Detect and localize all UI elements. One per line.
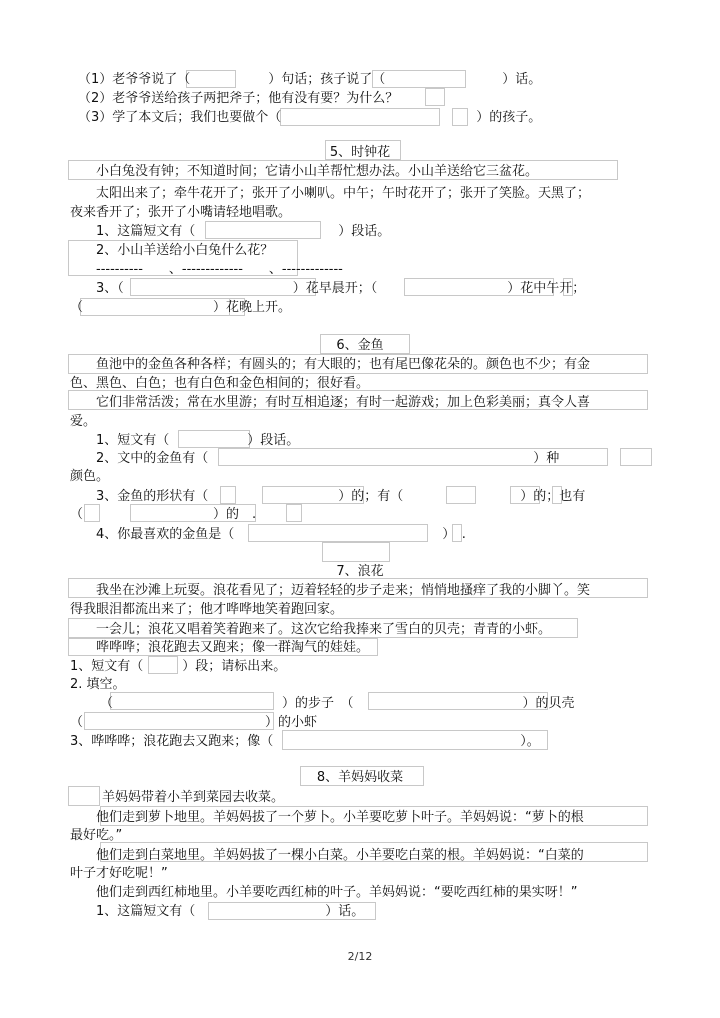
s5-paragraph-2b: 夜来香开了；张开了小嘴请轻地唱歌。 bbox=[70, 205, 292, 220]
s5-dash-line: ---------- 、------------- 、------------- bbox=[96, 262, 343, 277]
s8-paragraph-1: 羊妈妈带着小羊到菜园去收菜。 bbox=[102, 790, 285, 805]
s6-question-3b: （ ）的 . bbox=[70, 507, 257, 522]
s8-paragraph-3a: 他们走到白菜地里。羊妈妈拔了一棵小白菜。小羊要吃白菜的根。羊妈妈说：“白菜的 bbox=[96, 848, 584, 863]
answer-box bbox=[620, 448, 652, 466]
s7-paragraph-1a: 我坐在沙滩上玩耍。浪花看见了；迈着轻轻的步子走来；悄悄地搔痒了我的小脚丫。笑 bbox=[96, 583, 591, 598]
s7-fill-1: （ ）的步子 （ ）的贝壳 bbox=[100, 696, 575, 711]
s8-title: 8、羊妈妈收菜 bbox=[316, 770, 404, 785]
s5-question-3: 3、（ ）花早晨开；（ ）花中午开； bbox=[96, 281, 586, 296]
s5-question-3b: （ ）花晚上开。 bbox=[70, 300, 292, 315]
answer-box bbox=[286, 504, 302, 522]
s4-question-3: （3）学了本文后；我们也要做个（ ）的孩子。 bbox=[78, 110, 542, 125]
s5-question-2: 2、小山羊送给小白兔什么花？ bbox=[96, 243, 274, 258]
s4-question-1: （1）老爷爷说了（ ）句话；孩子说了（ ）话。 bbox=[78, 72, 542, 87]
s8-paragraph-3b: 叶子才好吃呢！” bbox=[70, 866, 168, 881]
s6-question-1: 1、短文有（ ）段话。 bbox=[96, 433, 300, 448]
s8-question-1: 1、这篇短文有（ ）话。 bbox=[96, 904, 365, 919]
s7-question-3: 3、哗哗哗；浪花跑去又跑来；像（ ）。 bbox=[70, 734, 540, 749]
s6-question-2: 2、文中的金鱼有（ ）种 bbox=[96, 451, 560, 466]
s8-paragraph-4: 他们走到西红柿地里。小羊要吃西红柿的叶子。羊妈妈说：“要吃西红柿的果实呀！” bbox=[96, 885, 578, 900]
s8-paragraph-2b: 最好吃。” bbox=[70, 828, 123, 843]
s7-paragraph-3: 哗哗哗；浪花跑去又跑来；像一群淘气的娃娃。 bbox=[96, 640, 370, 655]
s7-title: 7、浪花 bbox=[336, 564, 384, 579]
s8-paragraph-2a: 他们走到萝卜地里。羊妈妈拔了一个萝卜。小羊要吃萝卜叶子。羊妈妈说：“萝卜的根 bbox=[96, 810, 584, 825]
s5-question-1: 1、这篇短文有（ ）段话。 bbox=[96, 224, 391, 239]
s4-question-2: （2）老爷爷送给孩子两把斧子；他有没有要？为什么？ bbox=[78, 91, 399, 106]
s6-paragraph-2b: 爱。 bbox=[70, 414, 97, 429]
page-number: 2/12 bbox=[347, 950, 373, 963]
s6-question-3: 3、金鱼的形状有（ ）的；有（ ）的；也有 bbox=[96, 489, 586, 504]
s7-paragraph-2: 一会儿；浪花又唱着笑着跑来了。这次它给我捧来了雪白的贝壳；青青的小虾。 bbox=[96, 622, 552, 637]
answer-box bbox=[425, 88, 445, 106]
s7-paragraph-1b: 得我眼泪都流出来了；他才哗哗地笑着跑回家。 bbox=[70, 602, 344, 617]
s6-question-4: 4、你最喜欢的金鱼是（ ） . bbox=[96, 527, 466, 542]
s5-paragraph-2a: 太阳出来了；牵牛花开了；张开了小喇叭。中午；午时花开了；张开了笑脸。天黑了； bbox=[96, 186, 591, 201]
answer-box bbox=[68, 786, 100, 806]
s6-question-2b: 颜色。 bbox=[70, 469, 110, 484]
s5-paragraph-1: 小白兔没有钟；不知道时间；它请小山羊帮忙想办法。小山羊送给它三盆花。 bbox=[96, 164, 539, 179]
s7-fill-2: （ ）的小虾 bbox=[70, 715, 318, 730]
s6-paragraph-1b: 色、黑色、白色；也有白色和金色相间的；很好看。 bbox=[70, 376, 370, 391]
s6-paragraph-2a: 它们非常活泼；常在水里游；有时互相追逐；有时一起游戏；加上色彩美丽；真令人喜 bbox=[96, 395, 591, 410]
s7-question-2: 2. 填空。 bbox=[70, 677, 126, 692]
answer-box bbox=[322, 542, 390, 562]
s6-title: 6、金鱼 bbox=[336, 338, 384, 353]
s5-title: 5、时钟花 bbox=[329, 145, 391, 160]
s6-paragraph-1a: 鱼池中的金鱼各种各样；有圆头的；有大眼的；也有尾巴像花朵的。颜色也不少；有金 bbox=[96, 357, 591, 372]
s7-question-1: 1、短文有（ ）段；请标出来。 bbox=[70, 659, 287, 674]
